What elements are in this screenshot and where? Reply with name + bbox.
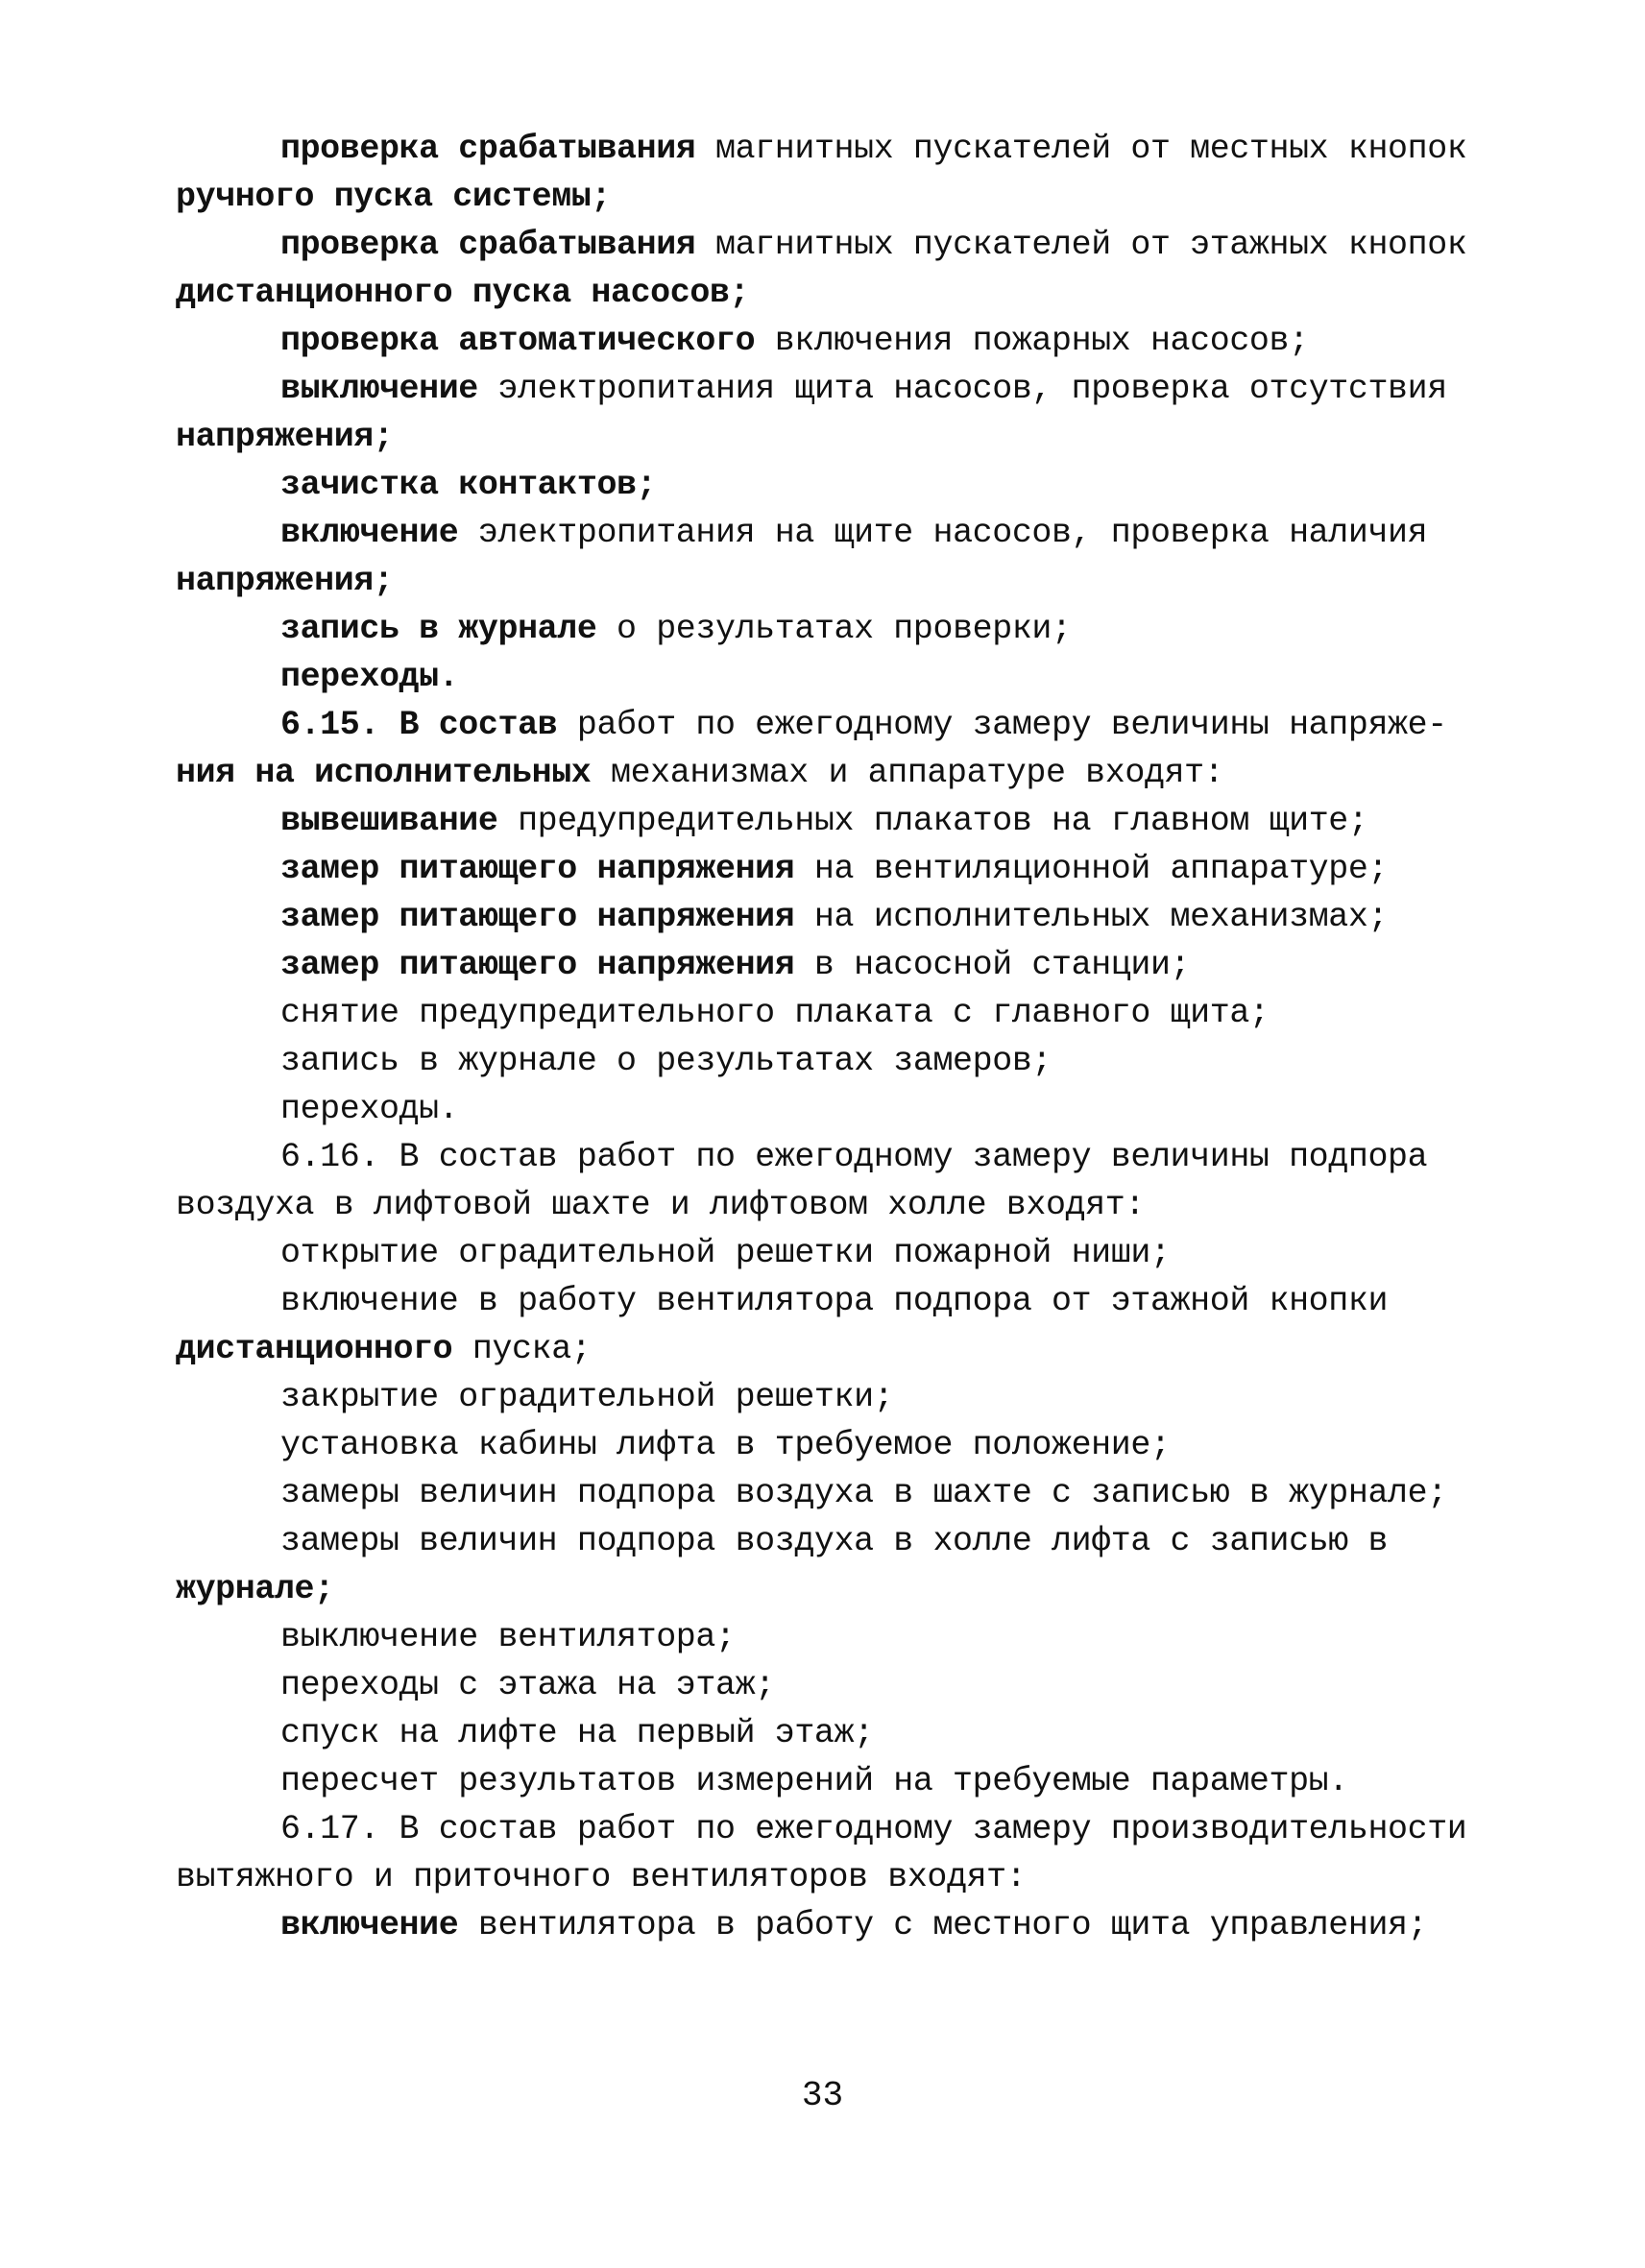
text-line-bold-part: включение (280, 513, 459, 552)
text-line-regular-part: работ по ежегодному замеру величины напряже- (557, 705, 1447, 744)
text-line-bold-part: напряжения; (176, 417, 394, 456)
text-line-bold-part: напряжения; (176, 561, 394, 600)
text-line-regular-part: магнитных пускателей от местных кнопок (695, 129, 1467, 168)
text-line-regular-part: снятие предупредительного плаката с главного щита; (280, 993, 1270, 1032)
text-line-regular-part: открытие оградительной решетки пожарной ниши; (280, 1233, 1171, 1272)
text-line-bold-part: проверка срабатывания (280, 225, 696, 264)
text-line-bold-part: включение (280, 1905, 459, 1944)
text-line-bold-part: выключение (280, 369, 478, 408)
text-line-bold-part: журнале; (176, 1569, 334, 1608)
text-line (176, 1327, 591, 1371)
text-line-regular-part: на вентиляционной аппаратуре; (794, 849, 1389, 888)
text-line (176, 415, 394, 459)
text-line-bold-part: 6.15. В состав (280, 705, 558, 744)
text-line-regular-part: установка кабины лифта в требуемое положение; (280, 1425, 1171, 1464)
text-line-regular-part: вентилятора в работу с местного щита управления; (458, 1905, 1428, 1944)
text-line (280, 223, 1466, 267)
text-line-regular-part: на исполнительных механизмах; (794, 897, 1389, 936)
text-line-regular-part: переходы с этажа на этаж; (280, 1665, 775, 1704)
text-line-regular-part: 6.17. В состав работ по ежегодному замеру производительности (280, 1809, 1467, 1848)
text-line-regular-part: замеры величин подпора воздуха в холле лифта с записью в (280, 1521, 1389, 1560)
text-line-bold-part: ручного пуска системы; (176, 177, 611, 216)
text-line (280, 943, 1190, 987)
text-line-regular-part: замеры величин подпора воздуха в шахте с записью в журнале; (280, 1473, 1447, 1512)
text-line (280, 991, 1270, 1035)
text-line (280, 1663, 775, 1707)
text-line (176, 1855, 1026, 1899)
text-line (280, 1375, 893, 1419)
text-line-regular-part: переходы. (280, 1089, 459, 1128)
text-line (280, 895, 1388, 939)
text-line (280, 1615, 736, 1659)
text-line-regular-part: вытяжного и приточного вентиляторов входят: (176, 1857, 1027, 1896)
text-line (280, 511, 1427, 555)
text-line-bold-part: замер питающего напряжения (280, 897, 795, 936)
text-line-bold-part: дистанционного (176, 1329, 453, 1368)
text-line-bold-part: дистанционного пуска насосов; (176, 273, 750, 312)
text-line (176, 1183, 1145, 1227)
text-line-regular-part: запись в журнале о результатах замеров; (280, 1041, 1052, 1080)
text-line (280, 367, 1447, 411)
text-line-regular-part: механизмах и аппаратуре входят: (591, 753, 1224, 792)
text-line-regular-part: в насосной станции; (794, 945, 1191, 984)
text-line (280, 1135, 1427, 1179)
text-line-bold-part: ния на исполнительных (176, 753, 592, 792)
text-line (176, 271, 749, 315)
text-line-regular-part: электропитания щита насосов, проверка отсутствия (477, 369, 1447, 408)
text-line-bold-part: вывешивание (280, 801, 498, 840)
text-line-regular-part: о результатах проверки; (596, 609, 1072, 648)
text-line (280, 1087, 458, 1131)
text-line (280, 1807, 1466, 1851)
text-line (280, 1039, 1052, 1083)
text-line-bold-part: зачистка контактов; (280, 465, 657, 504)
text-line-regular-part: воздуха в лифтовой шахте и лифтовом холле входят: (176, 1185, 1145, 1224)
text-line (176, 175, 611, 219)
text-line (280, 319, 1309, 363)
text-line-regular-part: пуска; (452, 1329, 592, 1368)
text-line-bold-part: проверка автоматического (280, 321, 756, 360)
text-line-regular-part: выключение вентилятора; (280, 1617, 736, 1656)
text-line (280, 607, 1072, 651)
text-line (176, 1567, 334, 1611)
text-line-bold-part: запись в журнале (280, 609, 597, 648)
text-line (280, 655, 458, 699)
text-line (280, 127, 1466, 171)
text-line-regular-part: пересчет результатов измерений на требуемые параметры. (280, 1761, 1348, 1800)
text-line (280, 1231, 1171, 1275)
text-line (280, 1423, 1171, 1467)
text-line (280, 1903, 1427, 1947)
text-line-bold-part: проверка срабатывания (280, 129, 696, 168)
text-line (280, 799, 1367, 843)
text-line (280, 1711, 874, 1755)
text-line-regular-part: предупредительных плакатов на главном щите; (497, 801, 1368, 840)
text-line-regular-part: электропитания на щите насосов, проверка наличия (458, 513, 1428, 552)
text-line (280, 1759, 1348, 1803)
page-number: 33 (801, 2076, 844, 2115)
text-line-bold-part: переходы. (280, 657, 459, 696)
text-line (280, 1471, 1447, 1515)
text-line (280, 703, 1447, 747)
text-line (280, 847, 1388, 891)
text-line-bold-part: замер питающего напряжения (280, 945, 795, 984)
text-line-regular-part: спуск на лифте на первый этаж; (280, 1713, 874, 1752)
text-line (280, 463, 656, 507)
text-line-regular-part: включения пожарных насосов; (755, 321, 1309, 360)
text-line-regular-part: закрытие оградительной решетки; (280, 1377, 894, 1416)
text-line (176, 559, 394, 603)
text-line-regular-part: 6.16. В состав работ по ежегодному замеру величины подпора (280, 1137, 1428, 1176)
text-line-bold-part: замер питающего напряжения (280, 849, 795, 888)
text-line-regular-part: включение в работу вентилятора подпора от этажной кнопки (280, 1281, 1389, 1320)
text-line (176, 751, 1223, 795)
text-line (280, 1279, 1388, 1323)
text-line-regular-part: магнитных пускателей от этажных кнопок (695, 225, 1467, 264)
text-line (280, 1519, 1388, 1563)
